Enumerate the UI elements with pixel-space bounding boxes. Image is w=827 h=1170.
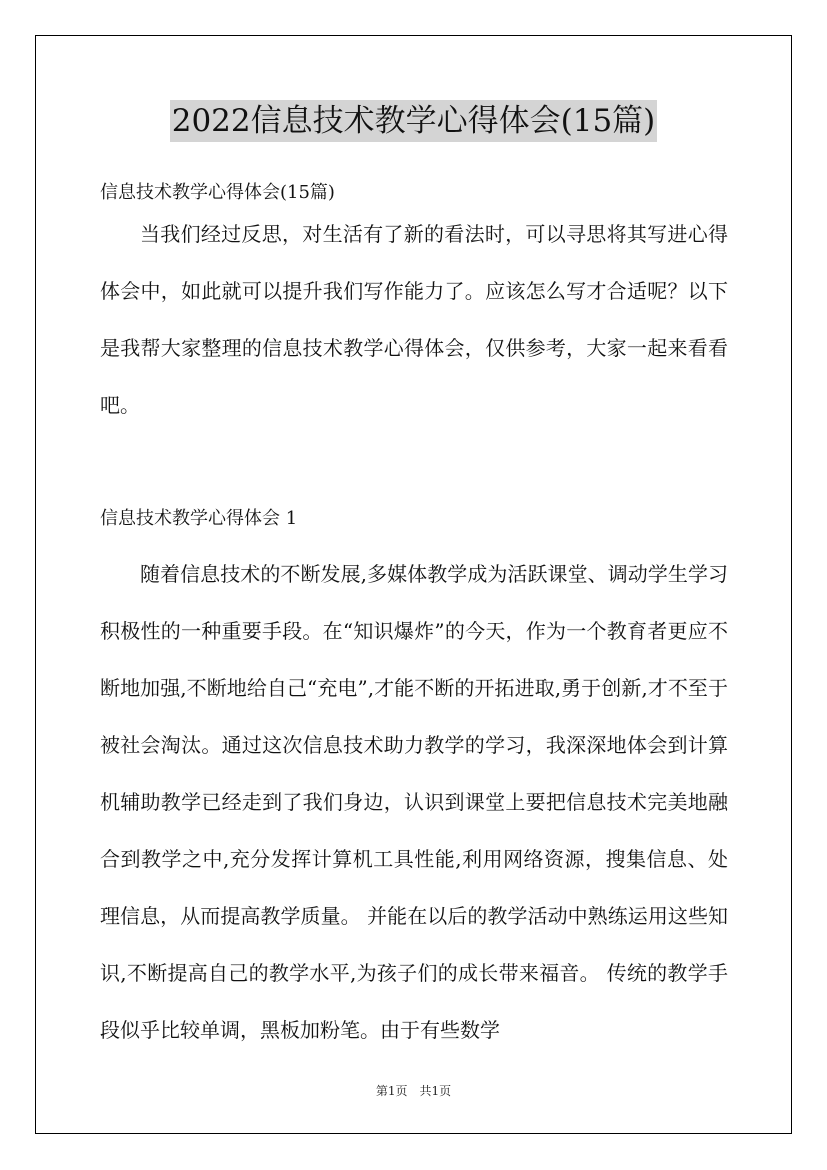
section-1-heading: 信息技术教学心得体会 1 (100, 508, 298, 529)
intro-paragraph: 当我们经过反思，对生活有了新的看法时，可以寻思将其写进心得体会中，如此就可以提升我们写作能力了。应该怎么写才合适呢？以下是我帮大家整理的信息技术教学心得体会，仅供参考，大家一起来看看吧。 (100, 222, 728, 417)
page-footer (0, 1083, 827, 1099)
document-subtitle: 信息技术教学心得体会(15篇) (100, 182, 335, 203)
document-title-text: 2022信息技术教学心得体会(15篇) (170, 100, 658, 142)
page-total: 共1页 (419, 1084, 452, 1098)
section-1-paragraph: 随着信息技术的不断发展,多媒体教学成为活跃课堂、调动学生学习积极性的一种重要手段。在“知识爆炸”的今天，作为一个教育者更应不断地加强,不断地给自己“充电”,才能不断的开拓进取,勇于创新,才不至于被社会淘汰。通过这次信息技术助力教学的学习，我深深地体会到计算机辅助教学已经走到了我们身边，认识到课堂上要把信息技术完美地融合到教学之中,充分发挥计算机工具性能,利用网络资源，搜集信息、处理信息，从而提高教学质量。 并能在以后的教学活动中熟练运用这些知识,不断提高自己的教学水平,为孩子们的成长带来福音。 传统的教学手段似乎比较单调，黑板加粉笔。由于有些数学 (100, 562, 728, 1042)
page-number: 第1页 (375, 1084, 408, 1098)
document-title (0, 100, 827, 142)
